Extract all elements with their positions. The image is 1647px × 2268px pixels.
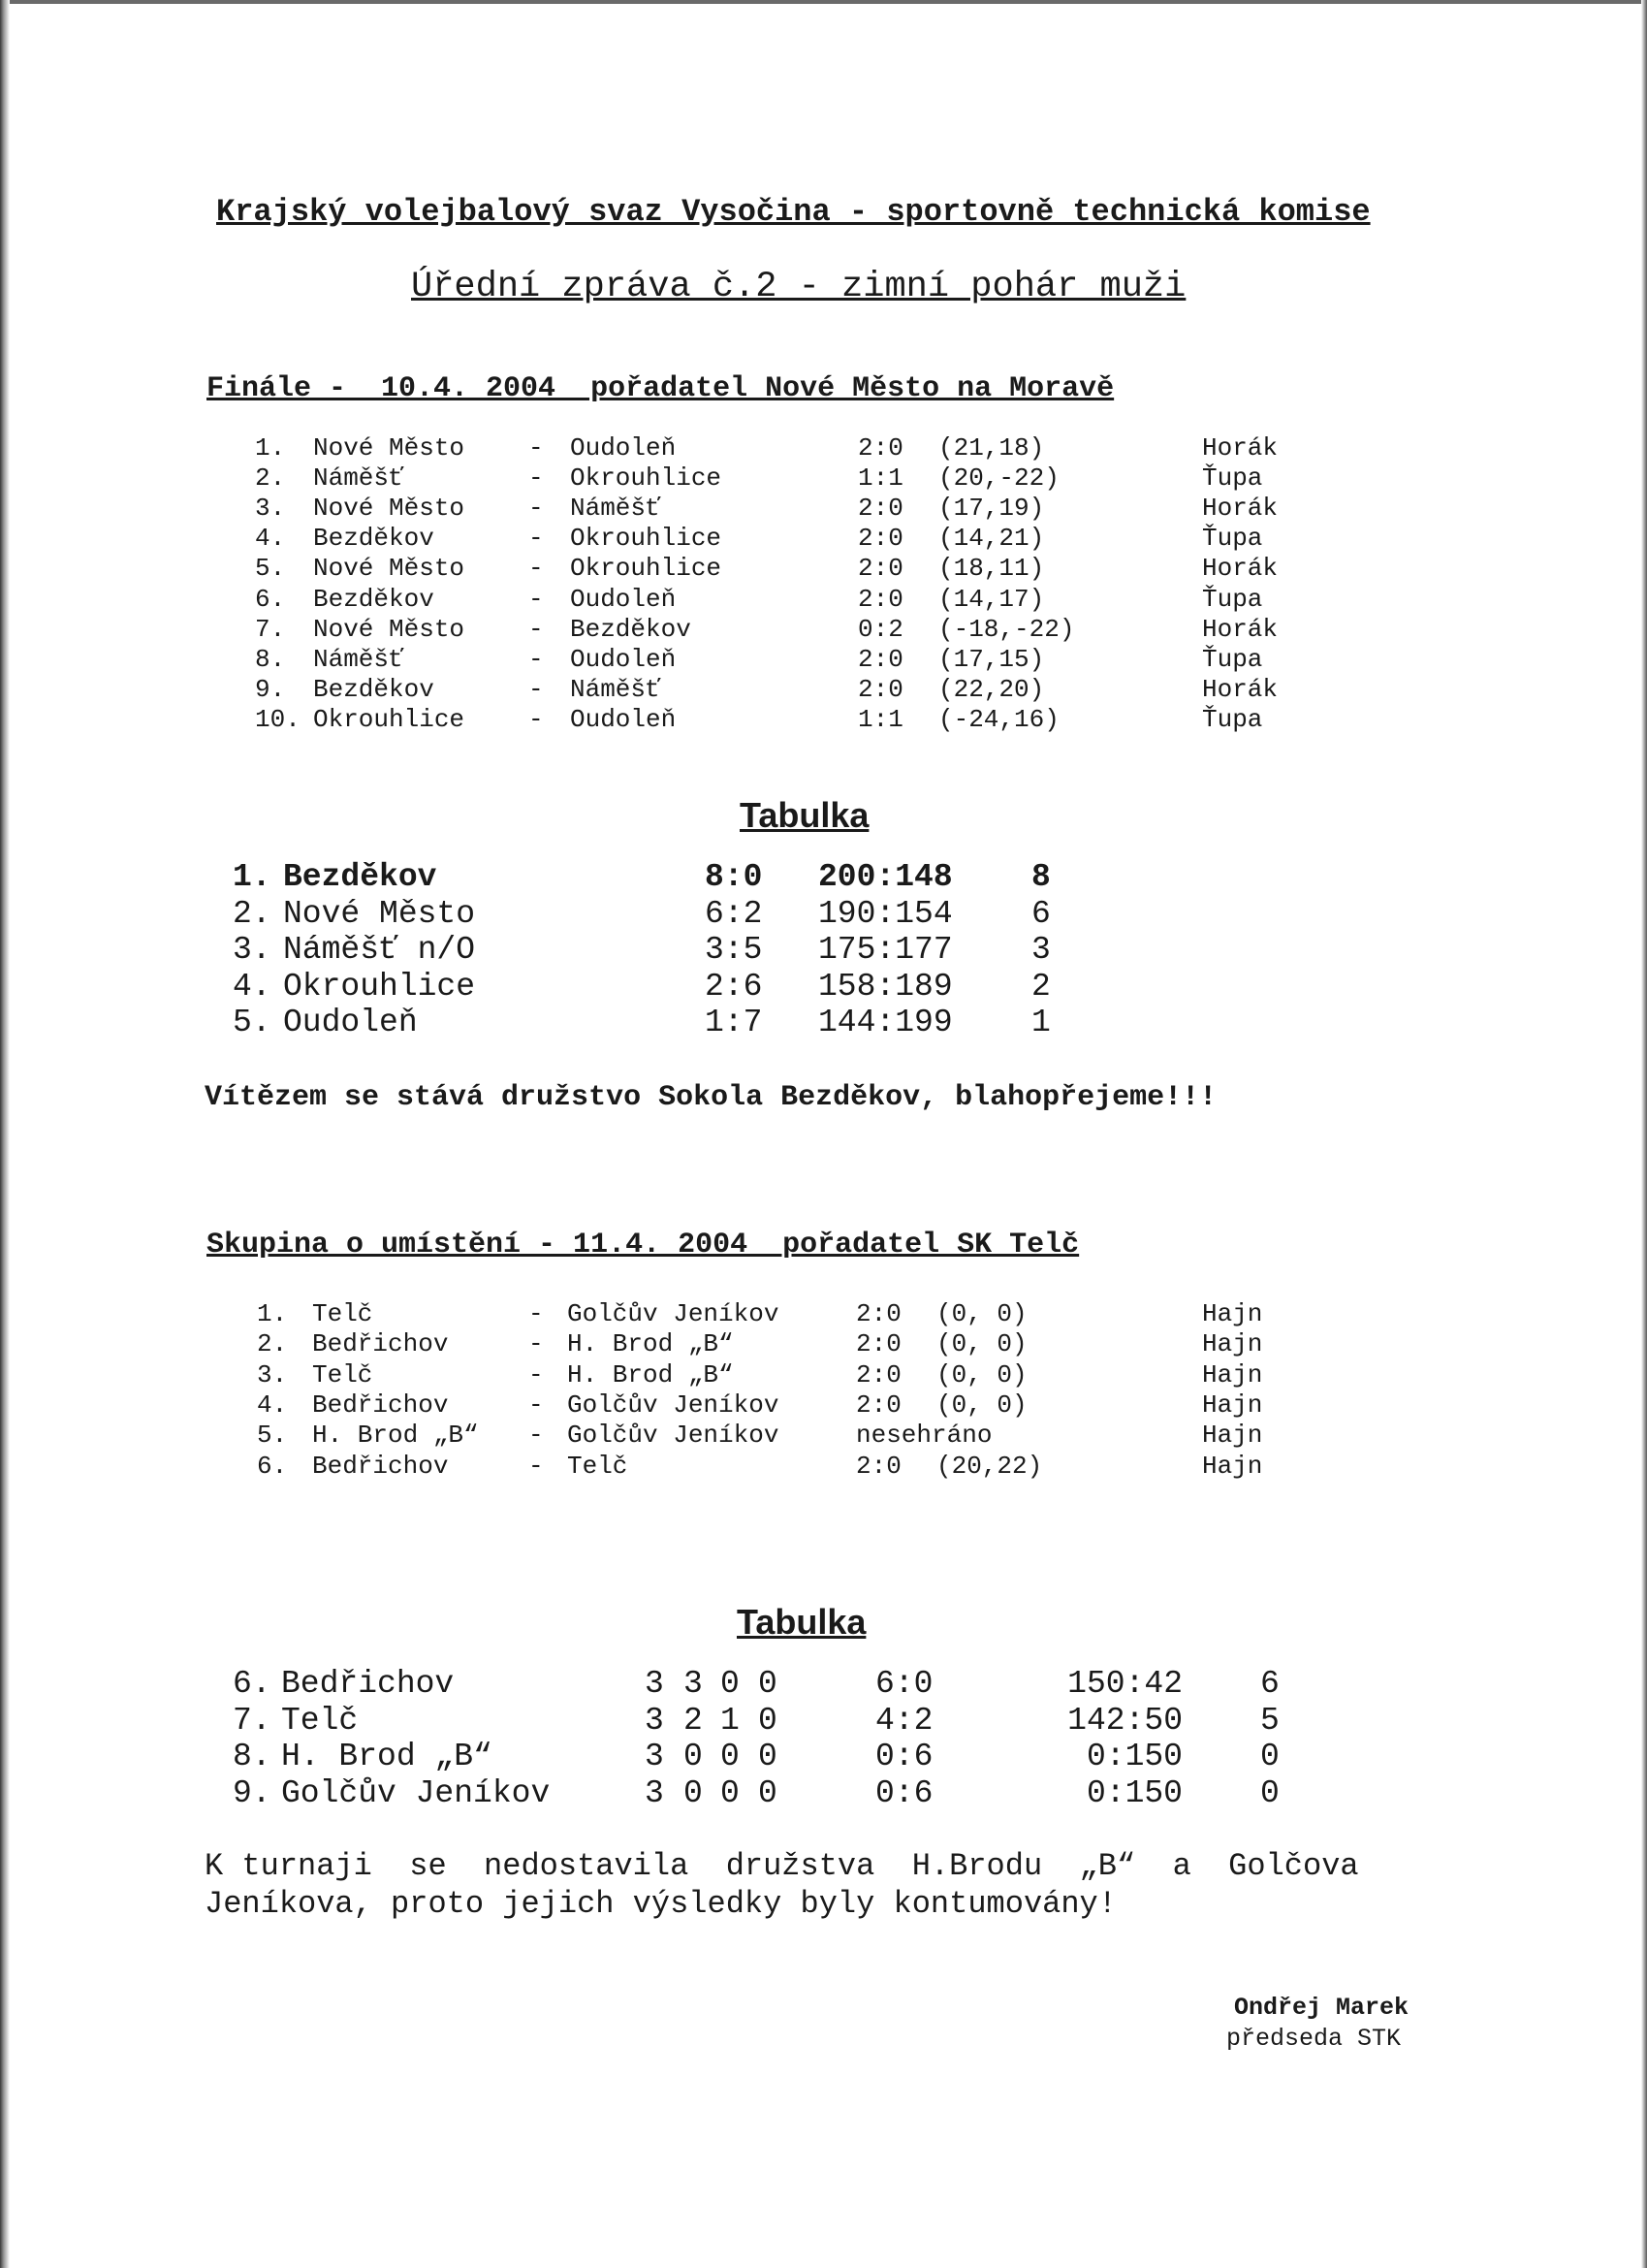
final-table-title: Tabulka (740, 795, 870, 835)
team-points: 6 (1031, 895, 1051, 932)
team-points: 1 (1031, 1005, 1051, 1040)
match-dash: - (528, 1359, 544, 1390)
match-row (0, 494, 1647, 524)
set-points: (20,-22) (938, 463, 1060, 494)
standings-row (0, 896, 1647, 932)
balls-ratio: 190:154 (818, 895, 953, 932)
standings-row (0, 1703, 1647, 1739)
balls-ratio: 142:50 (1067, 1702, 1183, 1739)
set-points: (21,18) (938, 433, 1045, 463)
sets-ratio: 2:6 (705, 968, 763, 1005)
match-number: 5. (255, 554, 286, 584)
standings-row (0, 1666, 1647, 1702)
referee-name: Hajn (1202, 1359, 1263, 1390)
balls-ratio: 158:189 (818, 968, 953, 1005)
away-team: Oudoleň (570, 433, 677, 463)
standings-row (0, 1005, 1647, 1040)
away-team: Náměšť (570, 494, 661, 524)
sets-ratio: 6:0 (875, 1666, 934, 1702)
match-dash: - (528, 1451, 544, 1481)
balls-ratio: 200:148 (818, 859, 953, 895)
set-points: (17,19) (938, 494, 1045, 524)
match-number: 10. (255, 704, 301, 734)
home-team: Okrouhlice (313, 704, 465, 734)
home-team: Bezděkov (313, 524, 434, 554)
away-team: Okrouhlice (570, 524, 722, 554)
match-score: 2:0 (858, 584, 903, 614)
match-dash: - (528, 584, 544, 614)
set-points: (14,17) (938, 584, 1045, 614)
referee-name: Hajn (1202, 1390, 1263, 1420)
match-row (0, 1421, 1647, 1451)
matches-won: 0 (683, 1774, 703, 1811)
balls-ratio: 175:177 (818, 932, 953, 968)
match-score: 2:0 (858, 644, 903, 674)
balls-ratio: 0:150 (1086, 1739, 1183, 1774)
team-name: Bezděkov (283, 859, 437, 895)
match-number: 3. (255, 494, 286, 524)
referee-name: Ťupa (1202, 644, 1263, 674)
team-points: 6 (1260, 1666, 1280, 1702)
match-row (0, 585, 1647, 615)
match-row (0, 645, 1647, 675)
standings-row (0, 969, 1647, 1005)
matches-won: 3 (683, 1666, 703, 1702)
team-name: Náměšť n/O (283, 932, 476, 968)
referee-name: Ťupa (1202, 584, 1263, 614)
home-team: Telč (312, 1299, 373, 1328)
match-dash: - (528, 674, 544, 704)
match-row (0, 1299, 1647, 1329)
match-number: 5. (257, 1421, 288, 1451)
referee-name: Horák (1202, 554, 1279, 584)
signature-role: předseda STK (1226, 2025, 1402, 2053)
team-name: Okrouhlice (283, 968, 476, 1005)
team-points: 3 (1031, 932, 1051, 968)
match-row (0, 675, 1647, 705)
match-score: 2:0 (858, 524, 903, 554)
set-points: (18,11) (938, 554, 1045, 584)
match-row (0, 524, 1647, 554)
match-score: 2:0 (856, 1329, 902, 1359)
away-team: Oudoleň (570, 704, 677, 734)
team-name: Telč (281, 1702, 359, 1739)
away-team: Oudoleň (570, 584, 677, 614)
match-number: 8. (255, 644, 286, 674)
winner-announcement: Vítězem se stává družstvo Sokola Bezděkov, blahopřejeme!!! (205, 1081, 1218, 1114)
away-team: Bezděkov (570, 614, 691, 644)
home-team: Bezděkov (313, 674, 434, 704)
match-score: 2:0 (856, 1390, 902, 1420)
rank: 2. (233, 895, 271, 932)
referee-name: Horák (1202, 433, 1279, 463)
standings-row (0, 1739, 1647, 1774)
team-name: Golčův Jeníkov (281, 1774, 551, 1811)
away-team: Golčův Jeníkov (567, 1299, 779, 1328)
rank: 1. (233, 859, 271, 895)
matches-played: 3 (645, 1774, 664, 1811)
match-dash: - (528, 1329, 544, 1359)
home-team: Nové Město (313, 614, 465, 644)
match-score: 2:0 (856, 1299, 902, 1328)
referee-name: Horák (1202, 674, 1279, 704)
sets-ratio: 8:0 (705, 859, 763, 895)
standings-row (0, 859, 1647, 895)
rank: 4. (233, 968, 271, 1005)
match-number: 6. (255, 584, 286, 614)
set-points: (17,15) (938, 644, 1045, 674)
matches-lost: 0 (758, 1702, 777, 1739)
match-score: 1:1 (858, 704, 903, 734)
set-points: (0, 0) (936, 1359, 1028, 1390)
matches-won: 2 (683, 1702, 703, 1739)
forfeit-note-line1: K turnaji se nedostavila družstva H.Brodu „B“ a Golčova (205, 1848, 1359, 1884)
away-team: Golčův Jeníkov (567, 1390, 779, 1420)
match-score: 1:1 (858, 463, 903, 494)
rank: 6. (233, 1666, 271, 1702)
balls-ratio: 150:42 (1067, 1666, 1183, 1702)
set-points: (22,20) (938, 674, 1045, 704)
match-dash: - (528, 494, 544, 524)
match-row (0, 554, 1647, 584)
match-score: 2:0 (856, 1451, 902, 1481)
team-points: 0 (1260, 1774, 1280, 1811)
home-team: Bedřichov (312, 1390, 449, 1420)
rank: 9. (233, 1774, 271, 1811)
away-team: H. Brod „B“ (567, 1359, 734, 1390)
home-team: Bezděkov (313, 584, 434, 614)
matches-played: 3 (645, 1739, 664, 1774)
away-team: Golčův Jeníkov (567, 1421, 779, 1451)
match-number: 1. (255, 433, 286, 463)
set-points: (0, 0) (936, 1299, 1028, 1328)
match-number: 2. (255, 463, 286, 494)
team-name: Nové Město (283, 895, 476, 932)
match-number: 2. (257, 1329, 288, 1359)
matches-played: 3 (645, 1666, 664, 1702)
home-team: Nové Město (313, 433, 465, 463)
referee-name: Ťupa (1202, 704, 1263, 734)
rank: 7. (233, 1702, 271, 1739)
team-points: 0 (1260, 1739, 1280, 1774)
matches-won: 0 (683, 1739, 703, 1774)
set-points: (-18,-22) (938, 614, 1075, 644)
match-dash: - (528, 644, 544, 674)
match-row (0, 615, 1647, 645)
home-team: Náměšť (313, 463, 404, 494)
home-team: Nové Město (313, 494, 465, 524)
match-score: 2:0 (858, 554, 903, 584)
signature-name: Ondřej Marek (1234, 1994, 1409, 2022)
rank: 8. (233, 1739, 271, 1774)
match-row (0, 705, 1647, 735)
match-row (0, 1360, 1647, 1390)
match-number: 7. (255, 614, 286, 644)
home-team: Bedřichov (312, 1329, 449, 1359)
team-points: 2 (1031, 968, 1051, 1005)
referee-name: Hajn (1202, 1299, 1263, 1328)
balls-ratio: 144:199 (818, 1005, 953, 1040)
forfeit-note-line2: Jeníkova, proto jejich výsledky byly kontumovány! (205, 1886, 1117, 1922)
away-team: Telč (567, 1451, 628, 1481)
match-row (0, 463, 1647, 494)
referee-name: Hajn (1202, 1329, 1263, 1359)
matches-lost: 0 (758, 1739, 777, 1774)
matches-drawn: 0 (720, 1666, 740, 1702)
match-dash: - (528, 1299, 544, 1328)
match-number: 9. (255, 674, 286, 704)
matches-played: 3 (645, 1702, 664, 1739)
away-team: Oudoleň (570, 644, 677, 674)
organization-heading: Krajský volejbalový svaz Vysočina - sportovně technická komise (216, 194, 1371, 230)
referee-name: Horák (1202, 494, 1279, 524)
final-heading: Finále - 10.4. 2004 pořadatel Nové Město na Moravě (206, 372, 1115, 405)
scan-edge-top (0, 0, 1647, 4)
home-team: Bedřichov (312, 1451, 449, 1481)
team-name: Oudoleň (283, 1005, 418, 1040)
referee-name: Horák (1202, 614, 1279, 644)
sets-ratio: 1:7 (705, 1005, 763, 1040)
match-row (0, 1329, 1647, 1359)
match-score: 2:0 (856, 1359, 902, 1390)
team-points: 5 (1260, 1702, 1280, 1739)
referee-name: Ťupa (1202, 524, 1263, 554)
balls-ratio: 0:150 (1086, 1774, 1183, 1811)
match-number: 4. (257, 1390, 288, 1420)
match-row (0, 1390, 1647, 1421)
rank: 5. (233, 1005, 271, 1040)
home-team: Telč (312, 1359, 373, 1390)
sets-ratio: 4:2 (875, 1702, 934, 1739)
match-dash: - (528, 1390, 544, 1420)
away-team: Okrouhlice (570, 554, 722, 584)
home-team: Nové Město (313, 554, 465, 584)
scan-edge-left (0, 0, 10, 2268)
match-score: nesehráno (856, 1421, 993, 1451)
match-row (0, 433, 1647, 463)
referee-name: Hajn (1202, 1451, 1263, 1481)
match-dash: - (528, 704, 544, 734)
match-number: 3. (257, 1359, 288, 1390)
team-points: 8 (1031, 859, 1051, 895)
matches-drawn: 1 (720, 1702, 740, 1739)
match-score: 2:0 (858, 674, 903, 704)
set-points: (-24,16) (938, 704, 1060, 734)
match-dash: - (528, 554, 544, 584)
report-title: Úřední zpráva č.2 - zimní pohár muži (411, 267, 1187, 307)
team-name: Bedřichov (281, 1666, 455, 1702)
home-team: H. Brod „B“ (312, 1421, 479, 1451)
match-score: 2:0 (858, 433, 903, 463)
sets-ratio: 3:5 (705, 932, 763, 968)
match-dash: - (528, 433, 544, 463)
sets-ratio: 0:6 (875, 1774, 934, 1811)
matches-drawn: 0 (720, 1774, 740, 1811)
match-dash: - (528, 524, 544, 554)
scan-edge-right (1641, 0, 1647, 2268)
match-score: 2:0 (858, 494, 903, 524)
set-points: (0, 0) (936, 1390, 1028, 1420)
matches-lost: 0 (758, 1666, 777, 1702)
sets-ratio: 0:6 (875, 1739, 934, 1774)
home-team: Náměšť (313, 644, 404, 674)
match-number: 4. (255, 524, 286, 554)
referee-name: Ťupa (1202, 463, 1263, 494)
team-name: H. Brod „B“ (281, 1739, 492, 1774)
standings-row (0, 932, 1647, 968)
away-team: H. Brod „B“ (567, 1329, 734, 1359)
referee-name: Hajn (1202, 1421, 1263, 1451)
away-team: Náměšť (570, 674, 661, 704)
sets-ratio: 6:2 (705, 895, 763, 932)
away-team: Okrouhlice (570, 463, 722, 494)
match-score: 0:2 (858, 614, 903, 644)
matches-drawn: 0 (720, 1739, 740, 1774)
match-number: 1. (257, 1299, 288, 1328)
matches-lost: 0 (758, 1774, 777, 1811)
match-dash: - (528, 1421, 544, 1451)
placement-table-title: Tabulka (737, 1602, 867, 1642)
set-points: (14,21) (938, 524, 1045, 554)
rank: 3. (233, 932, 271, 968)
match-number: 6. (257, 1451, 288, 1481)
match-dash: - (528, 463, 544, 494)
set-points: (0, 0) (936, 1329, 1028, 1359)
standings-row (0, 1775, 1647, 1811)
placement-heading: Skupina o umístění - 11.4. 2004 pořadatel SK Telč (206, 1229, 1080, 1262)
set-points: (20,22) (936, 1451, 1043, 1481)
match-dash: - (528, 614, 544, 644)
match-row (0, 1452, 1647, 1482)
